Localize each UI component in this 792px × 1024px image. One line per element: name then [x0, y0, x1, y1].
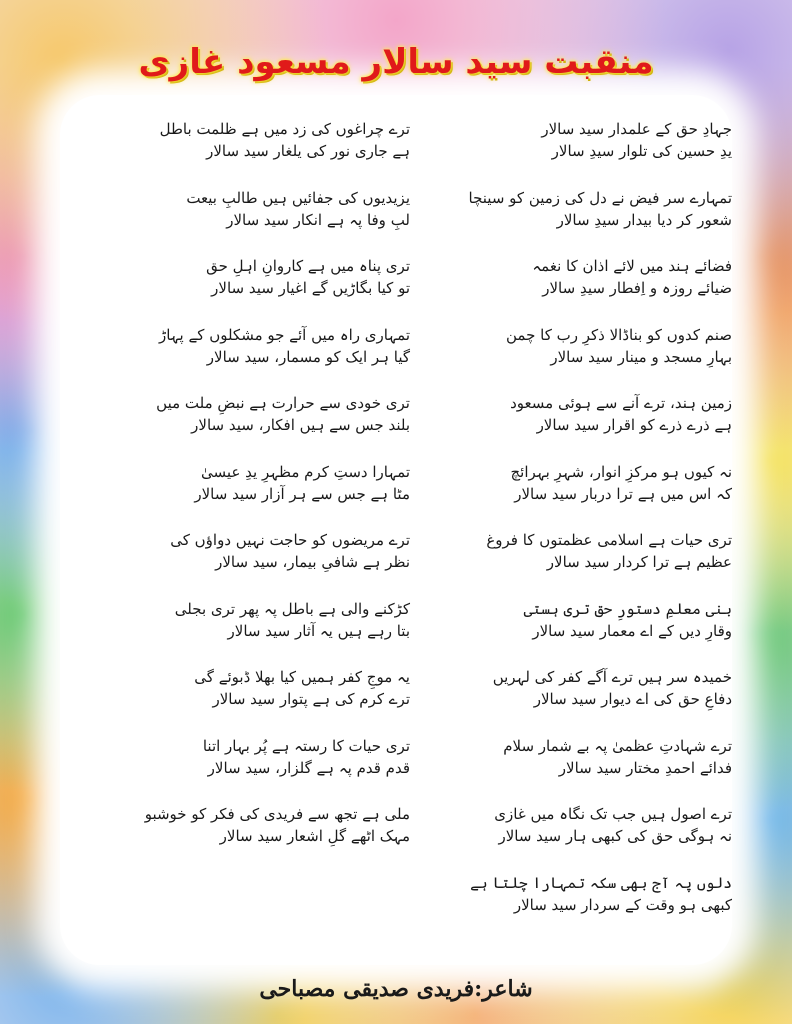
poem-line: فضائے ہند میں لائے اذان کا نغمہ [532, 257, 732, 275]
poem-line: تمہارے سر فیض نے دل کی زمین کو سینچا [468, 188, 732, 207]
poem-stanza [110, 735, 410, 804]
poem-line: ترے مریضوں کو حاجت نہیں دواؤں کی [170, 531, 410, 549]
poem-stanza [432, 735, 732, 804]
poem-line: بہارِ مسجد و مینار سید سالار [550, 347, 732, 366]
poem-line: یہ موجِ کفر ہمیں کیا بھلا ڈبوئے گی [194, 668, 410, 686]
poem-line: تمہارا دستِ کرم مظہرِ یدِ عیسیٰ [201, 462, 410, 481]
poem-stanza [432, 872, 732, 941]
poem-line: قدم قدم پہ ہے گلزار، سید سالار [207, 758, 410, 777]
poem-line: نہ کیوں ہو مرکزِ انوار، شہرِ بہرائچ [510, 462, 732, 481]
poem-stanza [110, 803, 410, 872]
poet-credit: شاعر:فریدی صدیقی مصباحی [259, 976, 533, 1002]
poem-line: نظر ہے شافیِ بیمار، سید سالار [215, 553, 410, 571]
poem-line: تری حیات کا رستہ ہے پُر بہار اتنا [202, 736, 410, 755]
poem-line: تمہاری راہ میں آئے جو مشکلوں کے پہاڑ [158, 325, 410, 344]
poem-line: عظیم ہے ترا کردار سید سالار [546, 553, 732, 571]
poem-line: کہ اس میں ہے ترا دربار سید سالار [514, 484, 732, 503]
poem-line: گیا ہر ایک کو مسمار، سید سالار [206, 347, 410, 366]
poem-line: ہے جاری نور کی یلغار سید سالار [206, 142, 410, 160]
poem-stanza [432, 255, 732, 324]
poem-stanza [432, 598, 732, 667]
poem-line: تری پناہ میں ہے کاروانِ اہلِ حق [206, 257, 410, 275]
poem-line: زمین ہند، ترے آنے سے ہوئی مسعود [510, 394, 732, 412]
poem-stanza [432, 666, 732, 735]
poem-stanza [432, 118, 732, 187]
poem-stanza [432, 392, 732, 461]
poem-stanza [110, 324, 410, 393]
poem-line: یدِ حسین کی تلوار سیدِ سالار [551, 142, 732, 160]
poem-line: ترے چراغوں کی زد میں ہے ظلمت باطل [159, 120, 410, 138]
poem-line: ترے کرم کی ہے پتوار سید سالار [212, 690, 410, 708]
poem-line: بنی معلمِ دستورِ حق تری ہستی [523, 599, 732, 618]
poem-stanza [110, 598, 410, 667]
poem-line: فدائے احمدِ مختار سید سالار [558, 758, 732, 777]
poem-stanza [432, 803, 732, 872]
poem-stanza [110, 529, 410, 598]
poem-stanza [110, 118, 410, 187]
poem-line: خمیدہ سر ہیں ترے آگے کفر کی لہریں [492, 668, 732, 686]
poem-line: مہک اٹھے گلِ اشعار سید سالار [219, 827, 410, 845]
poem-line: ملی ہے تجھ سے فریدی کی فکر کو خوشبو [144, 805, 410, 823]
poem-stanza [432, 187, 732, 256]
poem-line: نہ ہوگی حق کی کبھی ہار سید سالار [498, 827, 732, 845]
poem-line: یزیدیوں کی جفائیں ہیں طالبِ بیعت [186, 188, 410, 207]
poem-line: بتا رہے ہیں یہ آثار سید سالار [227, 621, 410, 640]
poem-line: تری خودی سے حرارت ہے نبضِ ملت میں [156, 394, 410, 412]
poem-line: تری حیات ہے اسلامی عظمتوں کا فروغ [486, 531, 732, 549]
poem-line: بلند جس سے ہیں افکار، سید سالار [191, 416, 410, 434]
poem-line: صنم کدوں کو بناڈالا ذکرِ رب کا چمن [506, 325, 732, 344]
poem-line: تو کیا بگاڑیں گے اغیار سید سالار [211, 279, 410, 297]
poem-line: ہے ذرے ذرے کو اقرار سید سالار [536, 416, 732, 434]
poem-stanza [110, 255, 410, 324]
poem-line: ضیائے روزہ و اِفطار سیدِ سالار [542, 279, 732, 297]
poem-line: وقارِ دیں کے اے معمار سید سالار [532, 621, 732, 640]
poem-stanza [110, 666, 410, 735]
poem-stanza [110, 187, 410, 256]
poem-line: ترے شہادتِ عظمیٰ پہ بے شمار سلام [503, 736, 732, 755]
poem-line: جہادِ حق کے علمدار سید سالار [541, 120, 732, 138]
poem-stanza [110, 392, 410, 461]
poem-line: دفاعِ حق کی اے دیوار سید سالار [533, 690, 732, 708]
poem-line: مٹا ہے جس سے ہر آزار سید سالار [194, 484, 410, 503]
poem-line: دلوں پہ آج بھی سکہ تمہارا چلتا ہے [470, 873, 732, 892]
poem-line: کبھی ہو وقت کے سردار سید سالار [513, 895, 732, 914]
poem-column-right [432, 118, 732, 940]
poem-line: شعور کر دیا بیدار سیدِ سالار [556, 210, 732, 229]
poem-column-left [110, 118, 410, 872]
poem-line: کڑکنے والی ہے باطل پہ پھر تری بجلی [174, 599, 410, 618]
poem-stanza [432, 461, 732, 530]
poem-line: لبِ وفا پہ ہے انکار سید سالار [226, 210, 410, 229]
poem-stanza [432, 529, 732, 598]
page-title: منقبت سید سالار مسعود غازی [138, 42, 654, 82]
poem-stanza [110, 461, 410, 530]
poem-line: ترے اصول ہیں جب تک نگاہ میں غازی [494, 805, 732, 823]
poem-stanza [432, 324, 732, 393]
